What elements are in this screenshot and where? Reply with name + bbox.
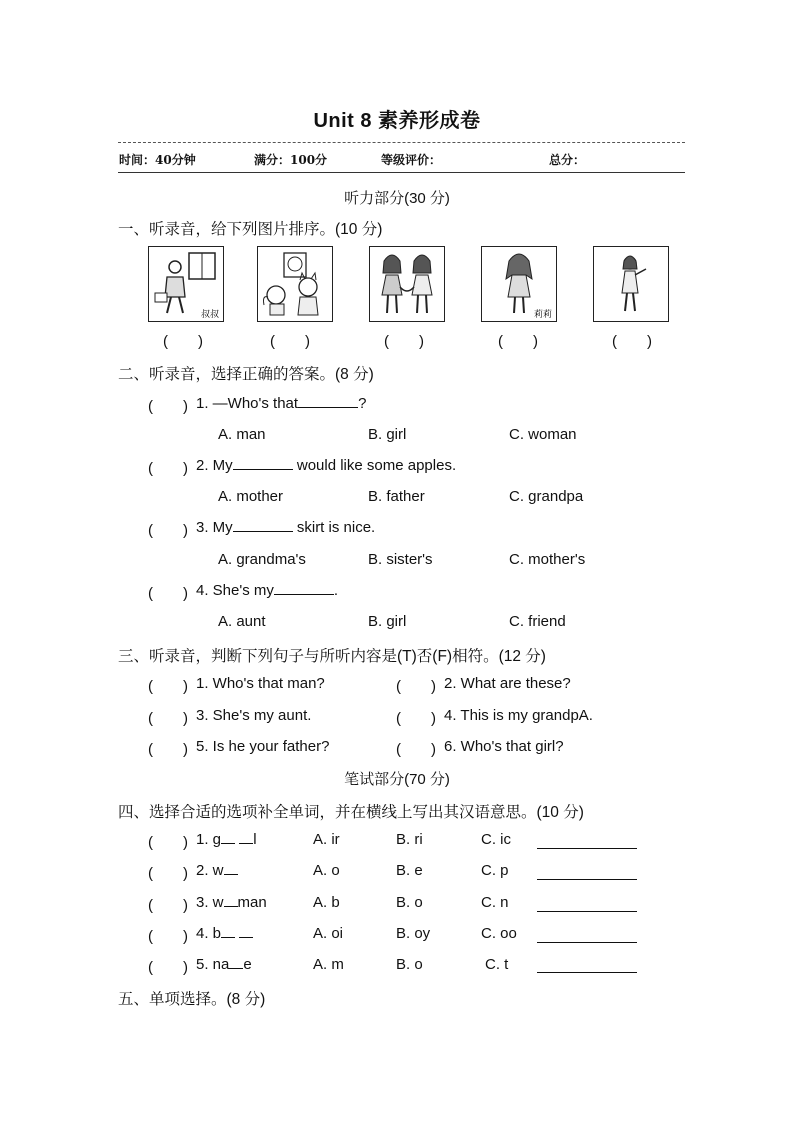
option-a[interactable]: A. o	[313, 862, 340, 879]
meta-full-score: 满分：100分	[254, 153, 328, 167]
option-a[interactable]: A. mother	[218, 488, 284, 505]
question-2-3: 3. My skirt is nice.	[196, 519, 376, 536]
tf-blank[interactable]: ( )	[396, 678, 436, 695]
option-b[interactable]: B. oy	[396, 925, 431, 942]
question-2-2: 2. My would like some apples.	[196, 457, 457, 474]
tf-statement: 6. Who's that girl?	[444, 738, 564, 755]
answer-blank[interactable]: ( )	[148, 834, 188, 851]
picture-lily	[481, 246, 557, 322]
tf-statement: 3. She's my aunt.	[196, 707, 312, 724]
answer-blank[interactable]: ( )	[148, 897, 188, 914]
option-a[interactable]: A. grandma's	[218, 551, 306, 568]
picture-two-girls	[369, 246, 445, 322]
picture-order-blank[interactable]: ( )	[270, 333, 310, 350]
dashed-divider	[118, 142, 685, 143]
answer-blank[interactable]: ( )	[148, 522, 188, 539]
picture-order-blank[interactable]: ( )	[498, 333, 538, 350]
tf-blank[interactable]: ( )	[396, 741, 436, 758]
option-c[interactable]: C. grandpa	[509, 488, 584, 505]
option-b[interactable]: B. ri	[396, 831, 423, 848]
picture-uncle	[148, 246, 224, 322]
option-c[interactable]: C. woman	[509, 426, 577, 443]
section5-heading: 五、单项选择。(8 分)	[118, 991, 266, 1008]
tf-blank[interactable]: ( )	[148, 710, 188, 727]
option-a[interactable]: A. man	[218, 426, 266, 443]
meta-total: 总分：	[549, 153, 586, 167]
listening-section-header: 听力部分(30 分)	[344, 190, 450, 207]
solid-divider	[118, 172, 685, 173]
page-title: Unit 8 素养形成卷	[313, 110, 481, 132]
option-b[interactable]: B. girl	[368, 613, 407, 630]
picture-woman	[593, 246, 669, 322]
section2-heading: 二、听录音，选择正确的答案。(8 分)	[118, 366, 374, 383]
meaning-line[interactable]	[537, 972, 637, 973]
picture-order-blank[interactable]: ( )	[163, 333, 203, 350]
option-c[interactable]: C. t	[485, 956, 509, 973]
tf-blank[interactable]: ( )	[396, 710, 436, 727]
option-a[interactable]: A. aunt	[218, 613, 266, 630]
question-2-1: 1. —Who's that ?	[196, 395, 367, 412]
meaning-line[interactable]	[537, 942, 637, 943]
answer-blank[interactable]: ( )	[148, 585, 188, 602]
meaning-line[interactable]	[537, 879, 637, 880]
writing-section-header: 笔试部分(70 分)	[344, 771, 450, 788]
answer-blank[interactable]: ( )	[148, 928, 188, 945]
option-c[interactable]: C. mother's	[509, 551, 586, 568]
tf-statement: 4. This is my grandpA.	[444, 707, 593, 724]
meaning-line[interactable]	[537, 848, 637, 849]
answer-blank[interactable]: ( )	[148, 865, 188, 882]
tf-statement: 2. What are these?	[444, 675, 571, 692]
section4-heading: 四、选择合适的选项补全单词，并在横线上写出其汉语意思。(10 分)	[118, 804, 584, 821]
option-b[interactable]: B. sister's	[368, 551, 433, 568]
cartoon-animals-icon	[258, 247, 332, 321]
meta-grade: 等级评价：	[381, 153, 442, 167]
option-c[interactable]: C. friend	[509, 613, 566, 630]
option-c[interactable]: C. n	[481, 894, 509, 911]
option-a[interactable]: A. b	[313, 894, 340, 911]
word-item-4: 4. b	[196, 925, 253, 942]
option-a[interactable]: A. m	[313, 956, 344, 973]
option-a[interactable]: A. ir	[313, 831, 340, 848]
word-item-3: 3. w man	[196, 894, 267, 911]
answer-blank[interactable]: ( )	[148, 398, 188, 415]
option-b[interactable]: B. girl	[368, 426, 407, 443]
tf-blank[interactable]: ( )	[148, 741, 188, 758]
option-a[interactable]: A. oi	[313, 925, 344, 942]
meta-time: 时间：40分钟	[119, 153, 196, 167]
option-c[interactable]: C. p	[481, 862, 509, 879]
picture-order-blank[interactable]: ( )	[384, 333, 424, 350]
tf-statement: 1. Who's that man?	[196, 675, 325, 692]
tf-blank[interactable]: ( )	[148, 678, 188, 695]
option-c[interactable]: C. ic	[481, 831, 511, 848]
section1-heading: 一、听录音，给下列图片排序。(10 分)	[118, 221, 383, 238]
section3-heading: 三、听录音，判断下列句子与所听内容是(T)否(F)相符。(12 分)	[118, 648, 546, 665]
picture-caption: 叔叔	[200, 310, 219, 320]
word-item-5: 5. na e	[196, 956, 252, 973]
option-c[interactable]: C. oo	[481, 925, 517, 942]
two-girls-holding-hands-icon	[370, 247, 444, 321]
picture-order-blank[interactable]: ( )	[612, 333, 652, 350]
option-b[interactable]: B. o	[396, 956, 423, 973]
meaning-line[interactable]	[537, 911, 637, 912]
picture-caption: 莉莉	[533, 310, 552, 320]
word-item-2: 2. w	[196, 862, 238, 879]
woman-pointing-icon	[594, 247, 668, 321]
question-2-4: 4. She's my .	[196, 582, 339, 599]
option-b[interactable]: B. o	[396, 894, 423, 911]
option-b[interactable]: B. father	[368, 488, 425, 505]
word-item-1: 1. g l	[196, 831, 257, 848]
answer-blank[interactable]: ( )	[148, 460, 188, 477]
option-b[interactable]: B. e	[396, 862, 423, 879]
tf-statement: 5. Is he your father?	[196, 738, 330, 755]
answer-blank[interactable]: ( )	[148, 959, 188, 976]
picture-animals	[257, 246, 333, 322]
